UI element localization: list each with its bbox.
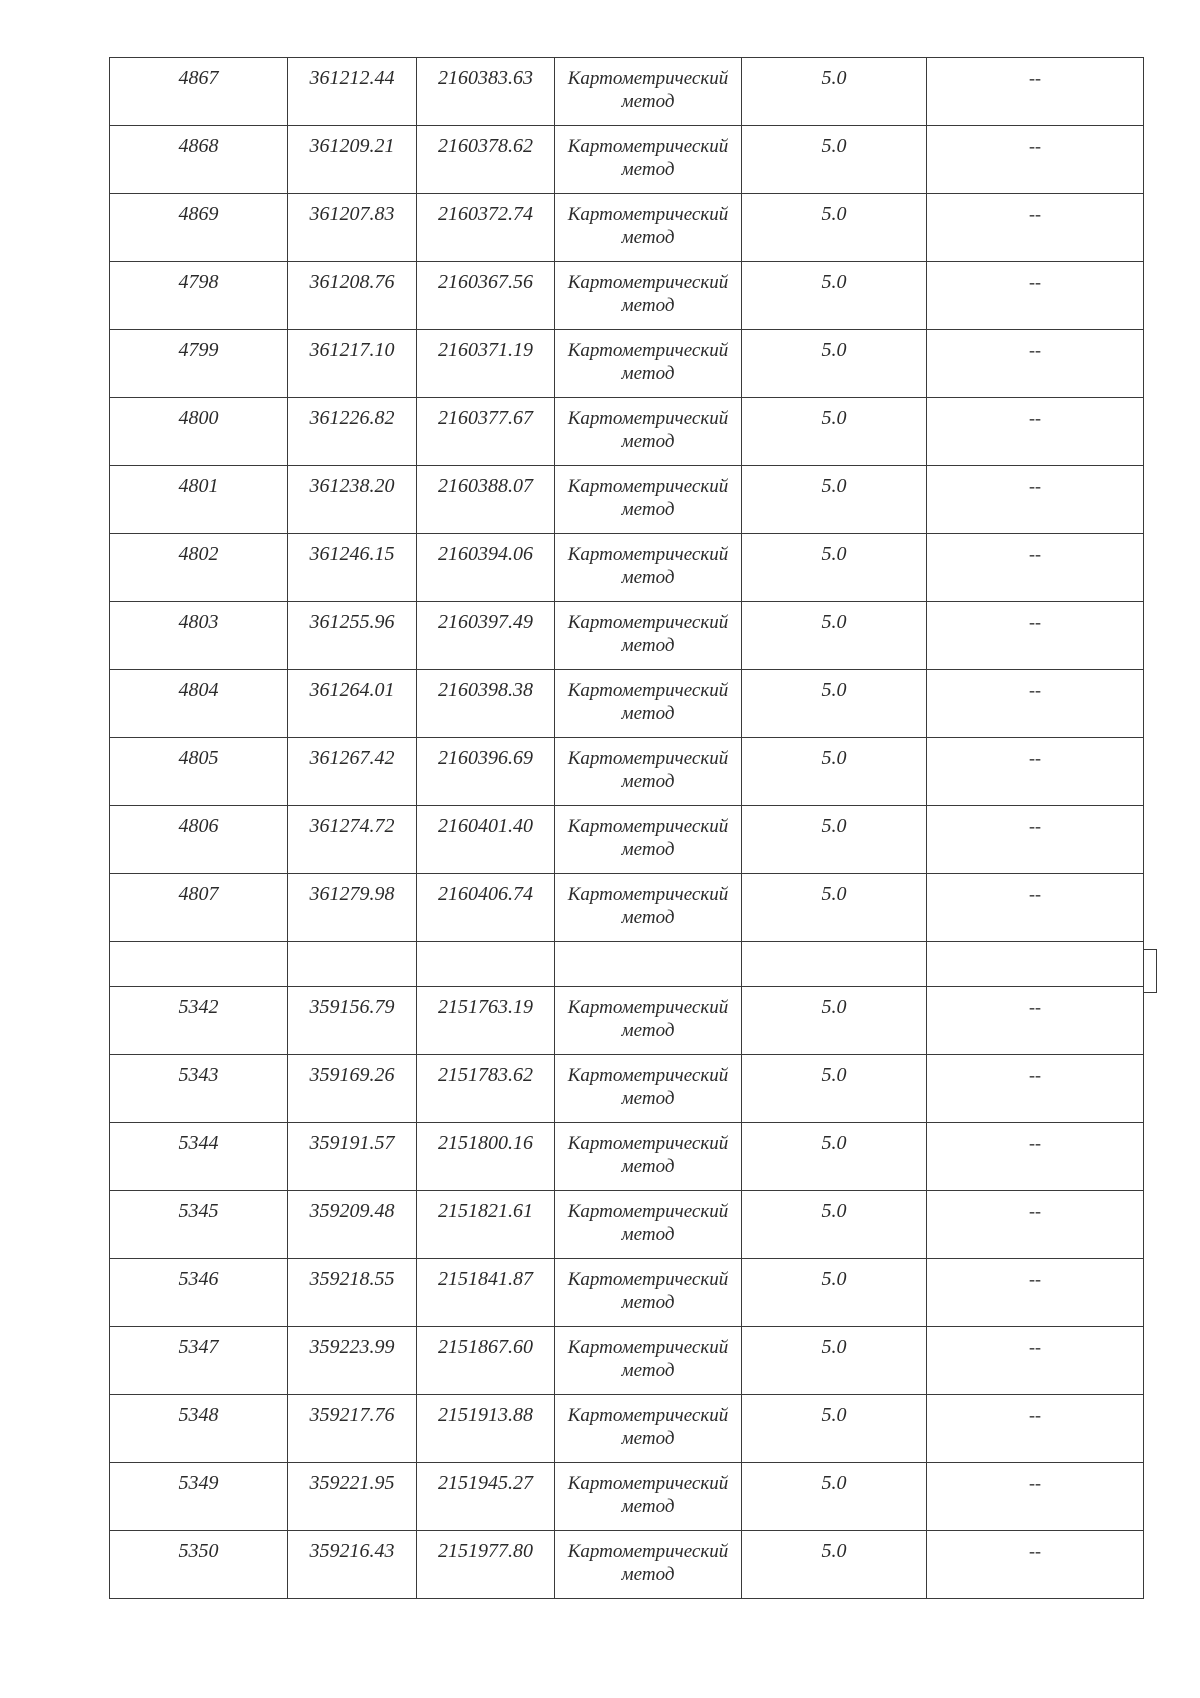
x-coordinate-cell: 359169.26 — [288, 1055, 417, 1123]
y-coordinate-cell: 2160371.19 — [417, 330, 555, 398]
empty-cell — [288, 942, 417, 987]
note-cell: -- — [927, 126, 1144, 194]
y-coordinate-cell: 2151913.88 — [417, 1395, 555, 1463]
table-row — [110, 1395, 1144, 1463]
table-row — [110, 466, 1144, 534]
y-coordinate-cell: 2151841.87 — [417, 1259, 555, 1327]
empty-cell — [742, 942, 927, 987]
point-number-cell: 4801 — [110, 466, 288, 534]
y-coordinate-cell: 2160377.67 — [417, 398, 555, 466]
accuracy-cell: 5.0 — [742, 1259, 927, 1327]
table-row — [110, 987, 1144, 1055]
note-cell: -- — [927, 330, 1144, 398]
table-row — [110, 738, 1144, 806]
note-cell: -- — [927, 670, 1144, 738]
table-row — [110, 874, 1144, 942]
method-cell: Картометрический метод — [555, 58, 742, 126]
x-coordinate-cell: 361264.01 — [288, 670, 417, 738]
y-coordinate-cell: 2160372.74 — [417, 194, 555, 262]
empty-cell — [555, 942, 742, 987]
point-number-cell: 4805 — [110, 738, 288, 806]
y-coordinate-cell: 2160397.49 — [417, 602, 555, 670]
point-number-cell: 4803 — [110, 602, 288, 670]
point-number-cell: 5350 — [110, 1531, 288, 1599]
y-coordinate-cell: 2151821.61 — [417, 1191, 555, 1259]
accuracy-cell: 5.0 — [742, 1531, 927, 1599]
note-cell: -- — [927, 534, 1144, 602]
table-row — [110, 398, 1144, 466]
method-cell: Картометрический метод — [555, 1531, 742, 1599]
accuracy-cell: 5.0 — [742, 58, 927, 126]
note-cell: -- — [927, 262, 1144, 330]
note-cell: -- — [927, 194, 1144, 262]
table-row — [110, 602, 1144, 670]
x-coordinate-cell: 361255.96 — [288, 602, 417, 670]
x-coordinate-cell: 359216.43 — [288, 1531, 417, 1599]
method-cell: Картометрический метод — [555, 1327, 742, 1395]
y-coordinate-cell: 2151977.80 — [417, 1531, 555, 1599]
point-number-cell: 4869 — [110, 194, 288, 262]
point-number-cell: 4804 — [110, 670, 288, 738]
point-number-cell: 4802 — [110, 534, 288, 602]
separator-row-overhang — [1143, 949, 1157, 993]
accuracy-cell: 5.0 — [742, 466, 927, 534]
method-cell: Картометрический метод — [555, 466, 742, 534]
note-cell: -- — [927, 466, 1144, 534]
accuracy-cell: 5.0 — [742, 398, 927, 466]
note-cell: -- — [927, 806, 1144, 874]
x-coordinate-cell: 361217.10 — [288, 330, 417, 398]
x-coordinate-cell: 359217.76 — [288, 1395, 417, 1463]
x-coordinate-cell: 359209.48 — [288, 1191, 417, 1259]
accuracy-cell: 5.0 — [742, 738, 927, 806]
note-cell: -- — [927, 738, 1144, 806]
accuracy-cell: 5.0 — [742, 874, 927, 942]
empty-cell — [110, 942, 288, 987]
note-cell: -- — [927, 1123, 1144, 1191]
x-coordinate-cell: 361246.15 — [288, 534, 417, 602]
note-cell: -- — [927, 1259, 1144, 1327]
table-row — [110, 1123, 1144, 1191]
accuracy-cell: 5.0 — [742, 602, 927, 670]
accuracy-cell: 5.0 — [742, 534, 927, 602]
method-cell: Картометрический метод — [555, 1191, 742, 1259]
method-cell: Картометрический метод — [555, 126, 742, 194]
y-coordinate-cell: 2151763.19 — [417, 987, 555, 1055]
point-number-cell: 4806 — [110, 806, 288, 874]
x-coordinate-cell: 361238.20 — [288, 466, 417, 534]
table-row — [110, 534, 1144, 602]
note-cell: -- — [927, 398, 1144, 466]
point-number-cell: 5344 — [110, 1123, 288, 1191]
table-row — [110, 1327, 1144, 1395]
point-number-cell: 4867 — [110, 58, 288, 126]
x-coordinate-cell: 361267.42 — [288, 738, 417, 806]
y-coordinate-cell: 2160398.38 — [417, 670, 555, 738]
point-number-cell: 5346 — [110, 1259, 288, 1327]
table-row — [110, 330, 1144, 398]
table-row — [110, 670, 1144, 738]
y-coordinate-cell: 2160396.69 — [417, 738, 555, 806]
note-cell: -- — [927, 987, 1144, 1055]
x-coordinate-cell: 359156.79 — [288, 987, 417, 1055]
method-cell: Картометрический метод — [555, 1395, 742, 1463]
y-coordinate-cell: 2160406.74 — [417, 874, 555, 942]
y-coordinate-cell: 2160388.07 — [417, 466, 555, 534]
table-row — [110, 1463, 1144, 1531]
y-coordinate-cell: 2160394.06 — [417, 534, 555, 602]
table-row — [110, 58, 1144, 126]
point-number-cell: 5349 — [110, 1463, 288, 1531]
method-cell: Картометрический метод — [555, 987, 742, 1055]
method-cell: Картометрический метод — [555, 1259, 742, 1327]
accuracy-cell: 5.0 — [742, 987, 927, 1055]
accuracy-cell: 5.0 — [742, 670, 927, 738]
accuracy-cell: 5.0 — [742, 1123, 927, 1191]
point-number-cell: 4868 — [110, 126, 288, 194]
note-cell: -- — [927, 1055, 1144, 1123]
x-coordinate-cell: 361226.82 — [288, 398, 417, 466]
accuracy-cell: 5.0 — [742, 1191, 927, 1259]
method-cell: Картометрический метод — [555, 330, 742, 398]
accuracy-cell: 5.0 — [742, 262, 927, 330]
method-cell: Картометрический метод — [555, 534, 742, 602]
method-cell: Картометрический метод — [555, 806, 742, 874]
table-row — [110, 1055, 1144, 1123]
note-cell: -- — [927, 874, 1144, 942]
accuracy-cell: 5.0 — [742, 1463, 927, 1531]
note-cell: -- — [927, 602, 1144, 670]
note-cell: -- — [927, 1327, 1144, 1395]
method-cell: Картометрический метод — [555, 262, 742, 330]
accuracy-cell: 5.0 — [742, 1395, 927, 1463]
x-coordinate-cell: 359221.95 — [288, 1463, 417, 1531]
accuracy-cell: 5.0 — [742, 1055, 927, 1123]
x-coordinate-cell: 359223.99 — [288, 1327, 417, 1395]
note-cell: -- — [927, 1395, 1144, 1463]
x-coordinate-cell: 361207.83 — [288, 194, 417, 262]
table-row — [110, 262, 1144, 330]
note-cell: -- — [927, 1191, 1144, 1259]
table-row — [110, 194, 1144, 262]
table-row — [110, 126, 1144, 194]
y-coordinate-cell: 2151867.60 — [417, 1327, 555, 1395]
method-cell: Картометрический метод — [555, 602, 742, 670]
point-number-cell: 4798 — [110, 262, 288, 330]
x-coordinate-cell: 359191.57 — [288, 1123, 417, 1191]
table-row — [110, 806, 1144, 874]
point-number-cell: 4807 — [110, 874, 288, 942]
method-cell: Картометрический метод — [555, 874, 742, 942]
method-cell: Картометрический метод — [555, 1055, 742, 1123]
point-number-cell: 5347 — [110, 1327, 288, 1395]
accuracy-cell: 5.0 — [742, 806, 927, 874]
note-cell: -- — [927, 1531, 1144, 1599]
empty-separator-row — [110, 942, 1144, 987]
note-cell: -- — [927, 1463, 1144, 1531]
y-coordinate-cell: 2160401.40 — [417, 806, 555, 874]
point-number-cell: 5343 — [110, 1055, 288, 1123]
accuracy-cell: 5.0 — [742, 330, 927, 398]
method-cell: Картометрический метод — [555, 398, 742, 466]
empty-cell — [927, 942, 1144, 987]
y-coordinate-cell: 2160367.56 — [417, 262, 555, 330]
point-number-cell: 5348 — [110, 1395, 288, 1463]
y-coordinate-cell: 2160383.63 — [417, 58, 555, 126]
x-coordinate-cell: 361274.72 — [288, 806, 417, 874]
accuracy-cell: 5.0 — [742, 1327, 927, 1395]
y-coordinate-cell: 2151945.27 — [417, 1463, 555, 1531]
accuracy-cell: 5.0 — [742, 126, 927, 194]
x-coordinate-cell: 359218.55 — [288, 1259, 417, 1327]
empty-cell — [417, 942, 555, 987]
y-coordinate-cell: 2160378.62 — [417, 126, 555, 194]
table-row — [110, 1531, 1144, 1599]
method-cell: Картометрический метод — [555, 1123, 742, 1191]
accuracy-cell: 5.0 — [742, 194, 927, 262]
point-number-cell: 5342 — [110, 987, 288, 1055]
x-coordinate-cell: 361212.44 — [288, 58, 417, 126]
x-coordinate-cell: 361279.98 — [288, 874, 417, 942]
point-number-cell: 5345 — [110, 1191, 288, 1259]
y-coordinate-cell: 2151783.62 — [417, 1055, 555, 1123]
point-number-cell: 4799 — [110, 330, 288, 398]
point-number-cell: 4800 — [110, 398, 288, 466]
table-row — [110, 1191, 1144, 1259]
y-coordinate-cell: 2151800.16 — [417, 1123, 555, 1191]
method-cell: Картометрический метод — [555, 670, 742, 738]
method-cell: Картометрический метод — [555, 194, 742, 262]
x-coordinate-cell: 361209.21 — [288, 126, 417, 194]
table-row — [110, 1259, 1144, 1327]
method-cell: Картометрический метод — [555, 738, 742, 806]
x-coordinate-cell: 361208.76 — [288, 262, 417, 330]
method-cell: Картометрический метод — [555, 1463, 742, 1531]
coordinates-table — [109, 57, 1144, 1599]
coordinates-table-body — [110, 58, 1144, 1599]
note-cell: -- — [927, 58, 1144, 126]
